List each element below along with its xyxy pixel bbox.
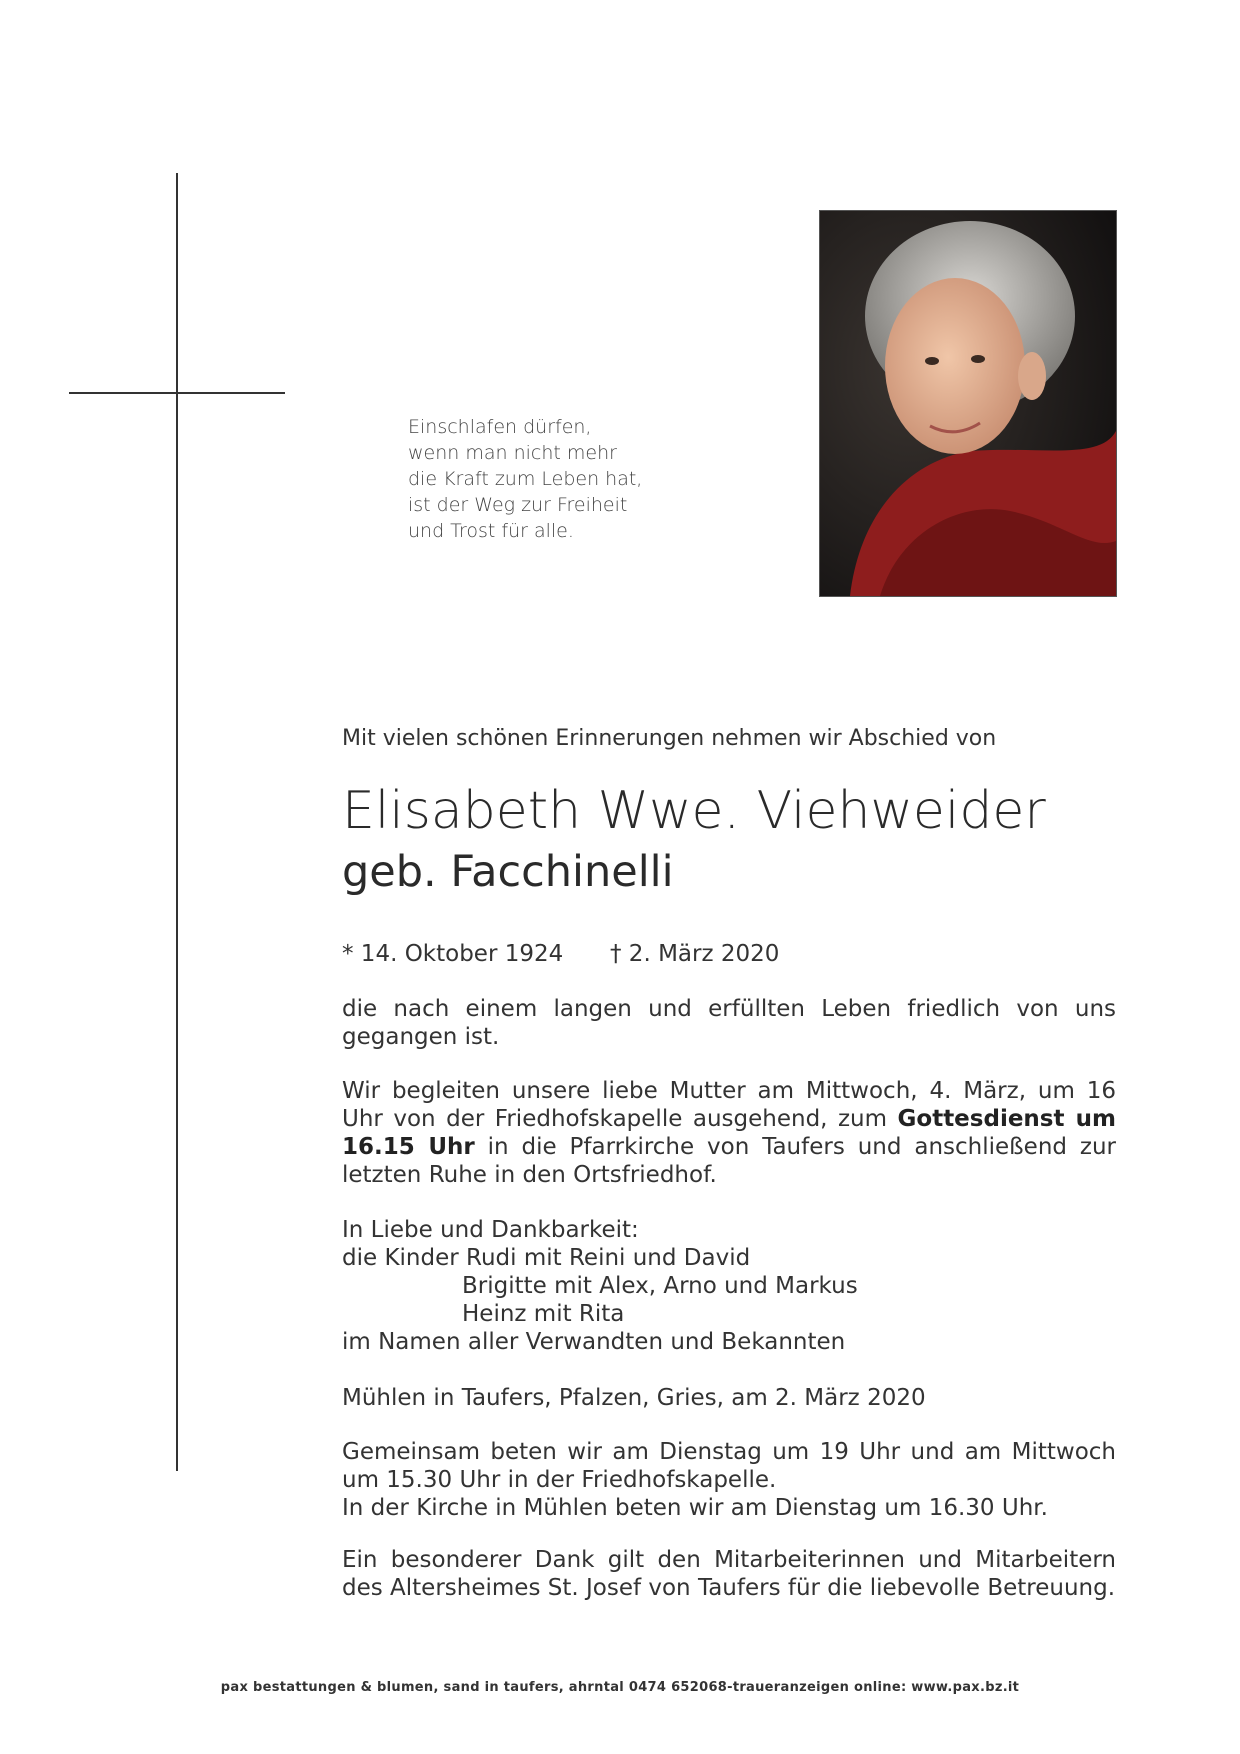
mourners-line: Brigitte mit Alex, Arno und Markus	[462, 1273, 858, 1299]
footer-text: pax bestattungen & blumen, sand in taufers, ahrntal 0474 652068-traueranzeigen online: www.pax.bz.it	[220, 1680, 1020, 1695]
poem	[408, 414, 688, 544]
mourners-line: die Kinder Rudi mit Reini und David	[342, 1245, 751, 1271]
birth-date: * 14. Oktober 1924	[342, 941, 564, 967]
intro-text: Mit vielen schönen Erinnerungen nehmen wir Abschied von	[342, 726, 997, 751]
mourners-line: Heinz mit Rita	[462, 1301, 625, 1327]
portrait-photo	[819, 210, 1117, 597]
place-date: Mühlen in Taufers, Pfalzen, Gries, am 2. März 2020	[342, 1385, 926, 1411]
passing-paragraph: die nach einem langen und erfüllten Leben friedlich von uns gegangen ist.	[342, 996, 1116, 1050]
prayer-paragraph	[342, 1438, 1116, 1522]
life-dates	[342, 941, 1116, 967]
death-date: † 2. März 2020	[610, 941, 780, 967]
cross-vertical-bar	[176, 173, 178, 1471]
funeral-paragraph	[342, 1077, 1116, 1189]
funeral-text: in die Pfarrkirche von Taufers und anschließend zur letzten Ruhe in den Ortsfriedhof.	[342, 1134, 1116, 1188]
mourners-heading: In Liebe und Dankbarkeit:	[342, 1217, 639, 1243]
mourners-list	[342, 1216, 1116, 1356]
poem-line: die Kraft zum Leben hat,	[408, 468, 643, 490]
poem-line: und Trost für alle.	[408, 520, 574, 542]
service-time: Gottesdienst um 16.15 Uhr	[342, 1106, 1117, 1160]
deceased-name: Elisabeth Wwe. Viehweider	[342, 781, 1046, 841]
prayer-line: Gemeinsam beten wir am Dienstag um 19 Uhr und am Mittwoch um 15.30 Uhr in der Friedhofskapelle.	[342, 1439, 1116, 1493]
poem-line: ist der Weg zur Freiheit	[408, 494, 628, 516]
cross-horizontal-bar	[69, 392, 285, 394]
mourners-line: im Namen aller Verwandten und Bekannten	[342, 1329, 846, 1355]
maiden-name: geb. Facchinelli	[342, 847, 674, 897]
poem-line: wenn man nicht mehr	[408, 442, 617, 464]
prayer-line: In der Kirche in Mühlen beten wir am Dienstag um 16.30 Uhr.	[342, 1495, 1048, 1521]
poem-line: Einschlafen dürfen,	[408, 416, 592, 438]
thanks-paragraph: Ein besonderer Dank gilt den Mitarbeiterinnen und Mitarbeitern des Altersheimes St. Josef von Taufers für die liebevolle Betreuung.	[342, 1547, 1116, 1601]
funeral-text: Wir begleiten unsere liebe Mutter am Mittwoch, 4. März, um 16 Uhr von der Friedhofskapelle ausgehend, zum	[342, 1078, 1116, 1132]
